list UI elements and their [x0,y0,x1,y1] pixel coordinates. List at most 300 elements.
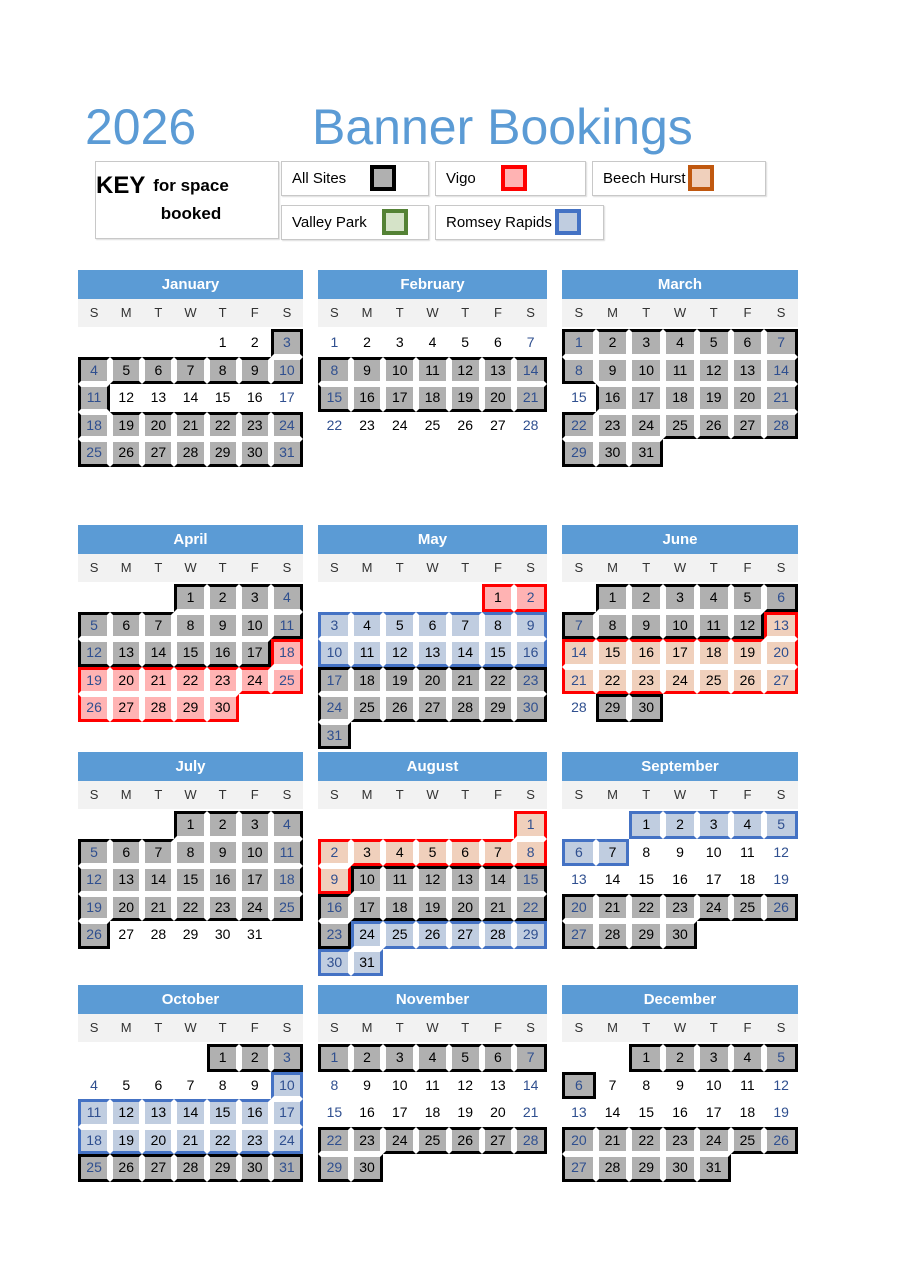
day-cell-booked-all[interactable]: 15 [174,866,206,894]
day-cell-booked-all[interactable]: 9 [351,357,384,385]
day-cell-booked-all[interactable]: 5 [110,357,142,385]
day-cell-booked-all[interactable]: 28 [764,412,798,440]
day-cell-booked-romsey[interactable]: 16 [514,639,547,667]
day-cell-booked-all[interactable]: 9 [207,839,239,867]
day-cell-booked-all[interactable]: 12 [416,866,449,894]
day-cell-booked-romsey[interactable]: 11 [78,1099,110,1127]
day-cell[interactable]: 8 [218,1076,227,1093]
day-cell-booked-all[interactable]: 3 [239,811,271,839]
day-cell-booked-vigo[interactable]: 23 [207,667,239,695]
day-cell-booked-all[interactable]: 28 [449,694,482,722]
day-cell-booked-all[interactable]: 31 [629,439,663,467]
day-cell-booked-all[interactable]: 18 [271,866,303,894]
day-cell-booked-vigobeech[interactable]: 9 [318,866,351,894]
day-cell[interactable]: 18 [739,871,756,887]
day-cell-booked-romsey[interactable]: 20 [142,1127,174,1155]
day-cell-booked-all[interactable]: 26 [110,439,142,467]
day-cell-booked-all[interactable]: 4 [663,329,697,357]
day-cell-booked-all[interactable]: 16 [207,639,239,667]
day-cell-booked-romsey[interactable]: 4 [351,612,384,640]
day-cell-booked-all[interactable]: 20 [142,412,174,440]
day-cell-booked-all[interactable]: 13 [731,357,765,385]
day-cell[interactable]: 30 [214,926,231,942]
day-cell-booked-romsey[interactable]: 10 [318,639,351,667]
day-cell[interactable]: 4 [90,1076,98,1093]
day-cell-booked-all[interactable]: 24 [629,412,663,440]
day-cell-booked-romsey[interactable]: 6 [416,612,449,640]
day-cell-booked-all[interactable]: 25 [663,412,697,440]
day-cell-booked-all[interactable]: 27 [731,412,765,440]
day-cell-booked-all[interactable]: 9 [239,357,271,385]
day-cell-booked-all[interactable]: 18 [416,384,449,412]
day-cell-booked-vigo[interactable]: 25 [271,667,303,695]
day-cell-booked-all[interactable]: 1 [207,1044,239,1072]
day-cell-booked-all[interactable]: 21 [482,894,515,922]
day-cell-booked-vigobeech[interactable]: 1 [514,811,547,839]
day-cell-booked-romsey[interactable]: 15 [482,639,515,667]
day-cell-booked-all[interactable]: 7 [142,612,174,640]
day-cell-booked-all[interactable]: 10 [239,839,271,867]
day-cell-booked-all[interactable]: 20 [562,1127,596,1155]
day-cell-booked-all[interactable]: 23 [663,1127,697,1155]
day-cell-booked-all[interactable]: 2 [663,1044,697,1072]
day-cell[interactable]: 12 [457,1076,473,1093]
day-cell-booked-all[interactable]: 11 [416,357,449,385]
day-cell-booked-all[interactable]: 16 [207,866,239,894]
day-cell-booked-all[interactable]: 8 [562,357,596,385]
day-cell-booked-all[interactable]: 8 [596,612,630,640]
day-cell-booked-all[interactable]: 31 [271,439,303,467]
day-cell-booked-romsey[interactable]: 14 [174,1099,206,1127]
day-cell-booked-all[interactable]: 27 [562,921,596,949]
day-cell[interactable]: 25 [424,416,441,433]
day-cell[interactable]: 10 [705,1076,722,1093]
day-cell-booked-all[interactable]: 21 [514,384,547,412]
day-cell-booked-all[interactable]: 22 [482,667,515,695]
day-cell-booked-all[interactable]: 18 [78,412,110,440]
day-cell[interactable]: 22 [326,416,343,433]
day-cell-booked-romsey[interactable]: 18 [78,1127,110,1155]
day-cell-booked-all[interactable]: 1 [629,1044,663,1072]
day-cell-booked-all[interactable]: 14 [764,357,798,385]
day-cell[interactable]: 28 [571,699,587,715]
day-cell[interactable]: 8 [330,1076,339,1093]
day-cell[interactable]: 27 [490,416,506,433]
day-cell[interactable]: 7 [186,1076,195,1093]
day-cell-booked-all[interactable]: 10 [271,357,303,385]
day-cell-booked-all[interactable]: 19 [383,667,416,695]
day-cell-booked-all[interactable]: 29 [318,1154,351,1182]
day-cell-booked-all[interactable]: 6 [482,1044,515,1072]
day-cell-booked-all[interactable]: 25 [351,694,384,722]
day-cell-booked-all[interactable]: 18 [663,384,697,412]
day-cell-booked-romsey[interactable]: 5 [383,612,416,640]
day-cell-booked-all[interactable]: 28 [174,439,206,467]
day-cell[interactable]: 2 [363,334,371,350]
day-cell-booked-all[interactable]: 24 [697,894,731,922]
day-cell-booked-vigobeech[interactable]: 14 [562,639,596,667]
day-cell-booked-all[interactable]: 4 [271,584,303,612]
day-cell-booked-romsey[interactable]: 21 [174,1127,206,1155]
day-cell-booked-all[interactable]: 11 [697,612,731,640]
day-cell-booked-all[interactable]: 25 [416,1127,449,1155]
day-cell-booked-romsey[interactable]: 30 [318,949,351,977]
day-cell-booked-romsey[interactable]: 6 [562,839,596,867]
day-cell-booked-all[interactable]: 2 [629,584,663,612]
day-cell-booked-all[interactable]: 24 [697,1127,731,1155]
day-cell-booked-all[interactable]: 24 [271,412,303,440]
day-cell-booked-romsey[interactable]: 16 [239,1099,271,1127]
day-cell[interactable]: 16 [246,389,263,405]
day-cell[interactable]: 13 [150,389,167,405]
day-cell-booked-romsey[interactable]: 12 [110,1099,142,1127]
day-cell-booked-all[interactable]: 27 [416,694,449,722]
day-cell-booked-all[interactable]: 31 [318,722,351,750]
day-cell-booked-all[interactable]: 16 [318,894,351,922]
day-cell[interactable]: 7 [526,334,535,350]
day-cell-booked-all[interactable]: 16 [351,384,384,412]
day-cell-booked-all[interactable]: 5 [449,1044,482,1072]
day-cell-booked-all[interactable]: 6 [731,329,765,357]
day-cell[interactable]: 19 [773,1104,789,1120]
day-cell-booked-all[interactable]: 8 [318,357,351,385]
day-cell-booked-all[interactable]: 18 [383,894,416,922]
day-cell[interactable]: 11 [425,1076,440,1093]
day-cell[interactable]: 16 [359,1104,375,1120]
day-cell[interactable]: 9 [363,1076,371,1093]
day-cell-booked-all[interactable]: 3 [629,329,663,357]
day-cell-booked-all[interactable]: 17 [318,667,351,695]
day-cell-booked-vigobeech[interactable]: 16 [629,639,663,667]
day-cell-booked-all[interactable]: 3 [663,584,697,612]
day-cell-booked-all[interactable]: 26 [383,694,416,722]
day-cell-booked-all[interactable]: 16 [596,384,630,412]
day-cell-booked-all[interactable]: 26 [78,921,110,949]
day-cell-booked-all[interactable]: 6 [110,839,142,867]
day-cell-booked-all[interactable]: 30 [596,439,630,467]
day-cell-booked-vigo[interactable]: 21 [142,667,174,695]
day-cell-booked-romsey[interactable]: 13 [142,1099,174,1127]
day-cell[interactable]: 2 [250,334,259,350]
day-cell[interactable]: 17 [391,1104,408,1120]
day-cell[interactable]: 13 [571,871,587,887]
day-cell-booked-romsey[interactable]: 12 [383,639,416,667]
day-cell-booked-all[interactable]: 2 [207,584,239,612]
day-cell-booked-vigo[interactable]: 18 [271,639,303,667]
day-cell-booked-vigo[interactable]: 30 [207,694,239,722]
day-cell[interactable]: 13 [490,1076,506,1093]
day-cell-booked-all[interactable]: 20 [731,384,765,412]
day-cell[interactable]: 12 [773,1076,789,1093]
day-cell-booked-vigobeech[interactable]: 15 [596,639,630,667]
day-cell-booked-all[interactable]: 7 [562,612,596,640]
day-cell-booked-all[interactable]: 25 [78,1154,110,1182]
day-cell[interactable]: 23 [359,416,375,433]
day-cell-booked-romsey[interactable]: 4 [731,811,765,839]
day-cell-booked-all[interactable]: 21 [142,894,174,922]
day-cell-booked-all[interactable]: 1 [174,811,206,839]
day-cell-booked-all[interactable]: 6 [110,612,142,640]
day-cell-booked-all[interactable]: 21 [449,667,482,695]
day-cell-booked-all[interactable]: 8 [174,612,206,640]
day-cell-booked-all[interactable]: 6 [142,357,174,385]
day-cell-booked-all[interactable]: 4 [416,1044,449,1072]
day-cell[interactable]: 1 [330,334,339,350]
day-cell-booked-all[interactable]: 2 [351,1044,384,1072]
day-cell-booked-all[interactable]: 26 [110,1154,142,1182]
day-cell-booked-all[interactable]: 17 [383,384,416,412]
day-cell[interactable]: 19 [457,1104,473,1120]
day-cell[interactable]: 6 [154,1076,163,1093]
day-cell[interactable]: 24 [391,416,408,433]
day-cell-booked-all[interactable]: 2 [596,329,630,357]
day-cell-booked-all[interactable]: 2 [239,1044,271,1072]
day-cell-booked-all[interactable]: 18 [351,667,384,695]
day-cell-booked-romsey[interactable]: 11 [351,639,384,667]
day-cell-booked-vigobeech[interactable]: 20 [764,639,798,667]
day-cell[interactable]: 15 [326,1104,343,1120]
day-cell[interactable]: 15 [571,389,587,405]
day-cell-booked-all[interactable]: 5 [731,584,765,612]
day-cell-booked-all[interactable]: 27 [562,1154,596,1182]
day-cell-booked-all[interactable]: 11 [663,357,697,385]
day-cell-booked-vigobeech[interactable]: 3 [351,839,384,867]
day-cell-booked-all[interactable]: 22 [318,1127,351,1155]
day-cell-booked-all[interactable]: 14 [142,866,174,894]
day-cell-booked-romsey[interactable]: 10 [271,1072,303,1100]
day-cell-booked-all[interactable]: 6 [764,584,798,612]
day-cell-booked-vigo[interactable]: 22 [174,667,206,695]
day-cell-booked-vigobeech[interactable]: 24 [663,667,697,695]
day-cell[interactable]: 26 [457,416,473,433]
day-cell-booked-vigobeech[interactable]: 2 [318,839,351,867]
day-cell[interactable]: 28 [150,926,167,942]
day-cell[interactable]: 27 [118,926,134,942]
day-cell-booked-all[interactable]: 22 [174,894,206,922]
day-cell-booked-all[interactable]: 19 [416,894,449,922]
day-cell-booked-all[interactable]: 24 [383,1127,416,1155]
day-cell-booked-romsey[interactable]: 23 [239,1127,271,1155]
day-cell-booked-all[interactable]: 15 [514,866,547,894]
day-cell-booked-all[interactable]: 12 [697,357,731,385]
day-cell[interactable]: 5 [122,1076,131,1093]
day-cell-booked-romsey[interactable]: 5 [764,811,798,839]
day-cell[interactable]: 14 [604,871,621,887]
day-cell-booked-all[interactable]: 29 [562,439,596,467]
day-cell[interactable]: 19 [773,871,789,887]
day-cell-booked-romsey[interactable]: 13 [416,639,449,667]
day-cell[interactable]: 17 [705,1104,722,1120]
day-cell-booked-romsey[interactable]: 8 [482,612,515,640]
day-cell-booked-vigobeech[interactable]: 4 [383,839,416,867]
day-cell-booked-all[interactable]: 17 [351,894,384,922]
day-cell-booked-all[interactable]: 30 [351,1154,384,1182]
day-cell-booked-all[interactable]: 3 [383,1044,416,1072]
day-cell-booked-all[interactable]: 21 [596,1127,630,1155]
day-cell-booked-all[interactable]: 22 [514,894,547,922]
day-cell-booked-vigo[interactable]: 19 [78,667,110,695]
day-cell-booked-all[interactable]: 3 [239,584,271,612]
day-cell-booked-all[interactable]: 29 [629,921,663,949]
day-cell-booked-all[interactable]: 12 [449,357,482,385]
day-cell[interactable]: 6 [494,334,502,350]
day-cell-booked-all[interactable]: 20 [482,384,515,412]
day-cell-booked-all[interactable]: 11 [383,866,416,894]
day-cell-booked-all[interactable]: 9 [596,357,630,385]
day-cell[interactable]: 12 [118,389,134,405]
day-cell-booked-romsey[interactable]: 29 [514,921,547,949]
day-cell-booked-romsey[interactable]: 22 [207,1127,239,1155]
day-cell-booked-vigo[interactable]: 24 [239,667,271,695]
day-cell-booked-all[interactable]: 14 [142,639,174,667]
day-cell[interactable]: 16 [672,871,688,887]
day-cell-booked-all[interactable]: 23 [663,894,697,922]
day-cell-booked-all[interactable]: 29 [629,1154,663,1182]
day-cell-booked-romsey[interactable]: 2 [663,811,697,839]
day-cell-booked-all[interactable]: 20 [416,667,449,695]
day-cell-booked-vigobeech[interactable]: 8 [514,839,547,867]
day-cell-booked-all[interactable]: 30 [663,1154,697,1182]
day-cell-booked-romsey[interactable]: 26 [416,921,449,949]
day-cell-booked-all[interactable]: 25 [731,894,765,922]
day-cell[interactable]: 14 [182,389,199,405]
day-cell-booked-vigo[interactable]: 20 [110,667,142,695]
day-cell-booked-all[interactable]: 20 [110,894,142,922]
day-cell-booked-all[interactable]: 20 [449,894,482,922]
day-cell-booked-all[interactable]: 30 [514,694,547,722]
day-cell-booked-all[interactable]: 28 [596,921,630,949]
day-cell-booked-all[interactable]: 26 [449,1127,482,1155]
day-cell-booked-all[interactable]: 15 [174,639,206,667]
day-cell-booked-romsey[interactable]: 19 [110,1127,142,1155]
day-cell-booked-all[interactable]: 11 [78,384,110,412]
day-cell[interactable]: 15 [638,871,655,887]
day-cell-booked-all[interactable]: 29 [482,694,515,722]
day-cell[interactable]: 17 [279,389,295,405]
day-cell-booked-all[interactable]: 23 [207,894,239,922]
day-cell-booked-all[interactable]: 29 [207,439,239,467]
day-cell-booked-all[interactable]: 19 [110,412,142,440]
day-cell[interactable]: 18 [739,1104,756,1120]
day-cell-booked-all[interactable]: 22 [629,894,663,922]
day-cell-booked-romsey[interactable]: 31 [351,949,384,977]
day-cell-booked-vigobeech[interactable]: 5 [416,839,449,867]
day-cell-booked-vigobeech[interactable]: 23 [629,667,663,695]
day-cell-booked-all[interactable]: 13 [449,866,482,894]
day-cell-booked-vigobeech[interactable]: 13 [764,612,798,640]
day-cell[interactable]: 1 [218,334,227,350]
day-cell-booked-all[interactable]: 19 [697,384,731,412]
day-cell-booked-vigobeech[interactable]: 21 [562,667,596,695]
day-cell-booked-all[interactable]: 30 [629,694,663,722]
day-cell-booked-vigobeech[interactable]: 26 [731,667,765,695]
day-cell-booked-all[interactable]: 23 [514,667,547,695]
day-cell-booked-all[interactable]: 17 [239,639,271,667]
day-cell-booked-all[interactable]: 8 [174,839,206,867]
day-cell-booked-all[interactable]: 9 [207,612,239,640]
day-cell[interactable]: 4 [428,334,437,350]
day-cell-booked-vigobeech[interactable]: 17 [663,639,697,667]
day-cell[interactable]: 20 [490,1104,506,1120]
day-cell-booked-vigobeech[interactable]: 6 [449,839,482,867]
day-cell-booked-all[interactable]: 3 [697,1044,731,1072]
day-cell-booked-all[interactable]: 4 [78,357,110,385]
day-cell-booked-all[interactable]: 22 [629,1127,663,1155]
day-cell[interactable]: 16 [672,1104,688,1120]
day-cell-booked-all[interactable]: 15 [318,384,351,412]
day-cell-booked-all[interactable]: 22 [207,412,239,440]
day-cell-booked-all[interactable]: 2 [207,811,239,839]
day-cell-booked-all[interactable]: 14 [514,357,547,385]
day-cell[interactable]: 9 [676,843,684,860]
day-cell[interactable]: 8 [642,843,651,860]
day-cell[interactable]: 21 [522,1104,539,1120]
day-cell[interactable]: 15 [214,389,231,405]
day-cell-booked-romsey[interactable]: 3 [318,612,351,640]
day-cell[interactable]: 29 [182,926,199,942]
day-cell-booked-all[interactable]: 28 [174,1154,206,1182]
day-cell-booked-all[interactable]: 7 [514,1044,547,1072]
day-cell-booked-all[interactable]: 7 [142,839,174,867]
day-cell-booked-romsey[interactable]: 7 [449,612,482,640]
day-cell-booked-all[interactable]: 5 [78,612,110,640]
day-cell[interactable]: 3 [395,334,404,350]
day-cell-booked-vigo[interactable]: 26 [78,694,110,722]
day-cell-booked-all[interactable]: 1 [596,584,630,612]
day-cell-booked-romsey[interactable]: 27 [449,921,482,949]
day-cell-booked-romsey[interactable]: 9 [514,612,547,640]
day-cell-booked-all[interactable]: 10 [351,866,384,894]
day-cell-booked-all[interactable]: 9 [629,612,663,640]
day-cell-booked-romsey[interactable]: 28 [482,921,515,949]
day-cell-booked-romsey[interactable]: 24 [351,921,384,949]
day-cell[interactable]: 11 [740,843,755,860]
day-cell-booked-vigo[interactable]: 1 [482,584,515,612]
day-cell[interactable]: 7 [608,1076,617,1093]
day-cell-booked-romsey[interactable]: 7 [596,839,630,867]
day-cell-booked-all[interactable]: 30 [663,921,697,949]
day-cell-booked-all[interactable]: 11 [271,612,303,640]
day-cell-booked-all[interactable]: 29 [207,1154,239,1182]
day-cell[interactable]: 28 [522,416,539,433]
day-cell-booked-vigobeech[interactable]: 7 [482,839,515,867]
day-cell-booked-all[interactable]: 4 [731,1044,765,1072]
day-cell[interactable]: 9 [676,1076,684,1093]
day-cell-booked-all[interactable]: 7 [764,329,798,357]
day-cell-booked-all[interactable]: 1 [174,584,206,612]
day-cell[interactable]: 9 [250,1076,259,1093]
day-cell-booked-all[interactable]: 27 [142,439,174,467]
day-cell-booked-romsey[interactable]: 1 [629,811,663,839]
day-cell-booked-vigobeech[interactable]: 18 [697,639,731,667]
day-cell-booked-all[interactable]: 23 [239,412,271,440]
day-cell-booked-all[interactable]: 31 [271,1154,303,1182]
day-cell-booked-all[interactable]: 24 [318,694,351,722]
day-cell-booked-all[interactable]: 14 [482,866,515,894]
day-cell-booked-all[interactable]: 4 [697,584,731,612]
day-cell-booked-all[interactable]: 23 [351,1127,384,1155]
day-cell-booked-all[interactable]: 29 [596,694,630,722]
day-cell-booked-all[interactable]: 12 [731,612,765,640]
day-cell-booked-vigo[interactable]: 27 [110,694,142,722]
day-cell-booked-all[interactable]: 23 [596,412,630,440]
day-cell[interactable]: 14 [522,1076,539,1093]
day-cell[interactable]: 17 [705,871,722,887]
day-cell-booked-romsey[interactable]: 24 [271,1127,303,1155]
day-cell[interactable]: 13 [571,1104,587,1120]
day-cell-booked-all[interactable]: 10 [383,357,416,385]
day-cell-booked-all[interactable]: 25 [271,894,303,922]
